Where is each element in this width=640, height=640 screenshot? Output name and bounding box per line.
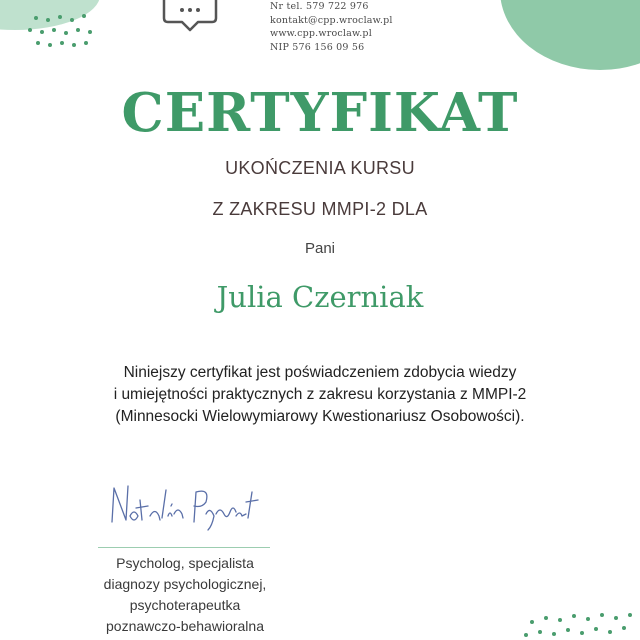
decorative-dots-bottom-right: [500, 600, 640, 640]
description-line: i umiejętności praktycznych z zakresu korzystania z MMPI-2: [113, 386, 527, 403]
signature-line: [98, 547, 270, 548]
signatory-role-line: Psycholog, specjalista: [116, 555, 254, 571]
recipient-honorific: Pani: [304, 240, 336, 257]
signatory-role-line: diagnozy psychologicznej,: [103, 576, 267, 592]
contact-website: www.cpp.wroclaw.pl: [270, 28, 372, 39]
signatory-role-line: poznawczo-behawioralna: [106, 618, 264, 634]
contact-phone: Nr tel. 579 722 976: [270, 1, 369, 12]
contact-email: kontakt@cpp.wroclaw.pl: [270, 14, 393, 26]
certificate-subtitle-line2: Z ZAKRESU MMPI-2 DLA: [212, 199, 428, 219]
contact-info: [270, 0, 420, 54]
certificate-title: CERTYFIKAT: [121, 82, 519, 144]
contact-nip: NIP 576 156 09 56: [270, 41, 365, 53]
recipient-name: Julia Czerniak: [216, 280, 424, 314]
decorative-dots-top-left: [0, 0, 110, 50]
certificate-description: [0, 362, 640, 428]
logo-speech-bubble-icon: [160, 0, 220, 34]
description-line: (Minnesocki Wielowymiarowy Kwestionariusz Osobowości).: [115, 408, 525, 425]
signatory-role-line: psychoterapeutka: [129, 597, 241, 613]
decorative-blob-top-right: [500, 0, 640, 70]
handwritten-signature: [100, 478, 270, 538]
certificate-subtitle-line1: UKOŃCZENIA KURSU: [225, 158, 415, 178]
signatory-role: [85, 553, 285, 637]
description-line: Niniejszy certyfikat jest poświadczeniem zdobycia wiedzy: [123, 364, 517, 381]
